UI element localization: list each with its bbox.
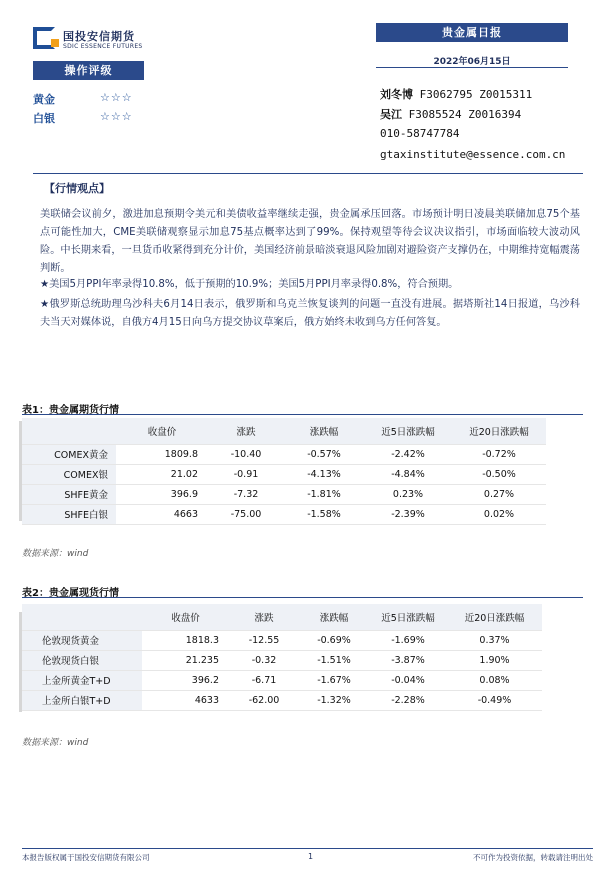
table-row	[22, 650, 542, 670]
table-header-row	[22, 418, 546, 444]
row-label: 伦敦现货黄金	[22, 630, 142, 650]
email-address[interactable]: gtaxinstitute@essence.com.cn	[380, 148, 566, 161]
rating-row-silver	[33, 110, 153, 126]
table-cell: -4.13%	[284, 464, 364, 484]
market-view-paragraph: 美联储会议前夕，激进加息预期令美元和美债收益率继续走强，贵金属承压回落。市场预计明日凌晨美联储加息75个基点可能性加大，CME美联储观察显示加息75基点概率达到了99%。保持观望等待会议决议指引，市场面临较大波动风险。中长期来看，一旦货币收紧得到充分计价，美国经济前景暗淡衰退风险加剧对避险资产支撑仍在，中期维持宽幅震荡判断。	[40, 209, 580, 274]
table-cell: -7.32	[208, 484, 284, 504]
logo-mark-icon	[33, 27, 55, 49]
table-cell: 0.27%	[452, 484, 546, 504]
analyst-1	[380, 86, 532, 102]
futures-table	[22, 418, 546, 525]
spot-table	[22, 604, 542, 711]
table-cell: 396.9	[116, 484, 208, 504]
table-row	[22, 690, 542, 710]
table-cell: -12.55	[229, 630, 299, 650]
analyst-name: 吴江	[380, 108, 402, 121]
table2-divider	[22, 597, 583, 598]
table2-title: 表2：贵金属现货行情	[22, 588, 119, 599]
table-cell: 0.37%	[447, 630, 542, 650]
table-cell: 1809.8	[116, 444, 208, 464]
table-row	[22, 504, 546, 524]
table-cell: -1.32%	[299, 690, 369, 710]
table-cell: 1818.3	[142, 630, 229, 650]
rating-name: 白银	[33, 112, 55, 125]
table-row	[22, 444, 546, 464]
table-cell: 4663	[116, 504, 208, 524]
table-row	[22, 464, 546, 484]
table-corner	[22, 418, 116, 444]
page-number: 1	[308, 852, 314, 861]
rating-name: 黄金	[33, 93, 55, 106]
table-cell: 21.235	[142, 650, 229, 670]
analyst-ids: F3085524 Z0016394	[408, 108, 522, 121]
row-label: COMEX银	[22, 464, 116, 484]
rating-title: 操作评级	[33, 61, 144, 80]
column-header: 涨跌幅	[284, 418, 364, 444]
table-cell: -1.81%	[284, 484, 364, 504]
table-row	[22, 484, 546, 504]
table-cell: -3.87%	[369, 650, 447, 670]
row-label: 上金所黄金T+D	[22, 670, 142, 690]
phone-number: 010-58747784	[380, 127, 460, 140]
date-divider	[376, 67, 568, 68]
analyst-2	[380, 106, 521, 122]
table-cell: 0.23%	[364, 484, 452, 504]
table-cell: 0.02%	[452, 504, 546, 524]
rating-stars: ☆☆☆	[100, 91, 133, 104]
row-label: COMEX黄金	[22, 444, 116, 464]
table-cell: -6.71	[229, 670, 299, 690]
row-label: 上金所白银T+D	[22, 690, 142, 710]
analyst-ids: F3062795 Z0015311	[419, 88, 533, 101]
table-cell: -1.58%	[284, 504, 364, 524]
logo-cn-text: 国投安信期货	[63, 30, 135, 43]
report-title: 贵金属日报	[376, 23, 568, 42]
column-header: 涨跌	[229, 604, 299, 630]
table-cell: -0.50%	[452, 464, 546, 484]
table-cell: -2.39%	[364, 504, 452, 524]
rating-row-gold	[33, 91, 153, 107]
table-cell: -0.69%	[299, 630, 369, 650]
table1-divider	[22, 414, 583, 415]
table-cell: -2.42%	[364, 444, 452, 464]
rating-stars: ☆☆☆	[100, 110, 133, 123]
table-cell: -0.32	[229, 650, 299, 670]
table-cell: -1.67%	[299, 670, 369, 690]
news-bullet-1: ★美国5月PPI年率录得10.8%，低于预期的10.9%；美国5月PPI月率录得0.8%，符合预期。	[40, 279, 459, 290]
section-title: 【行情观点】	[44, 182, 110, 195]
footer-divider	[22, 848, 593, 849]
footer-copyright: 本报告版权属于国投安信期货有限公司	[22, 853, 150, 862]
table-row	[22, 630, 542, 650]
column-header: 涨跌	[208, 418, 284, 444]
table-cell: 4633	[142, 690, 229, 710]
table2-source: 数据来源：wind	[22, 738, 89, 748]
header-divider	[33, 173, 583, 174]
table-row	[22, 670, 542, 690]
column-header: 近20日涨跌幅	[447, 604, 542, 630]
table-cell: 396.2	[142, 670, 229, 690]
table-cell: -0.72%	[452, 444, 546, 464]
table-cell: 1.90%	[447, 650, 542, 670]
column-header: 收盘价	[116, 418, 208, 444]
footer-disclaimer: 不可作为投资依据，转载请注明出处	[473, 853, 593, 862]
table-cell: -0.49%	[447, 690, 542, 710]
table-cell: 0.08%	[447, 670, 542, 690]
column-header: 近20日涨跌幅	[452, 418, 546, 444]
table-corner	[22, 604, 142, 630]
table-cell: -0.57%	[284, 444, 364, 464]
table1-source: 数据来源：wind	[22, 549, 89, 559]
report-date: 2022年06月15日	[433, 57, 511, 67]
column-header: 近5日涨跌幅	[364, 418, 452, 444]
analyst-name: 刘冬博	[380, 88, 413, 101]
row-label: SHFE黄金	[22, 484, 116, 504]
table-cell: -0.91	[208, 464, 284, 484]
logo-en-text: SDIC ESSENCE FUTURES	[63, 43, 143, 50]
table-cell: -10.40	[208, 444, 284, 464]
column-header: 近5日涨跌幅	[369, 604, 447, 630]
table-cell: -2.28%	[369, 690, 447, 710]
table-cell: 21.02	[116, 464, 208, 484]
news-bullet-2: ★俄罗斯总统助理乌沙科夫6月14日表示，俄罗斯和乌克兰恢复谈判的问题一直没有进展。据塔斯社14日报道，乌沙科夫当天对媒体说，自俄方4月15日向乌方提交协议草案后，俄方始终未收到乌方任何答复。	[40, 299, 580, 328]
table1-title: 表1：贵金属期货行情	[22, 405, 119, 416]
table-cell: -75.00	[208, 504, 284, 524]
table-cell: -4.84%	[364, 464, 452, 484]
column-header: 收盘价	[142, 604, 229, 630]
company-logo	[33, 26, 153, 56]
table-cell: -0.04%	[369, 670, 447, 690]
table-cell: -62.00	[229, 690, 299, 710]
table-header-row	[22, 604, 542, 630]
row-label: SHFE白银	[22, 504, 116, 524]
table-cell: -1.51%	[299, 650, 369, 670]
table-cell: -1.69%	[369, 630, 447, 650]
row-label: 伦敦现货白银	[22, 650, 142, 670]
column-header: 涨跌幅	[299, 604, 369, 630]
